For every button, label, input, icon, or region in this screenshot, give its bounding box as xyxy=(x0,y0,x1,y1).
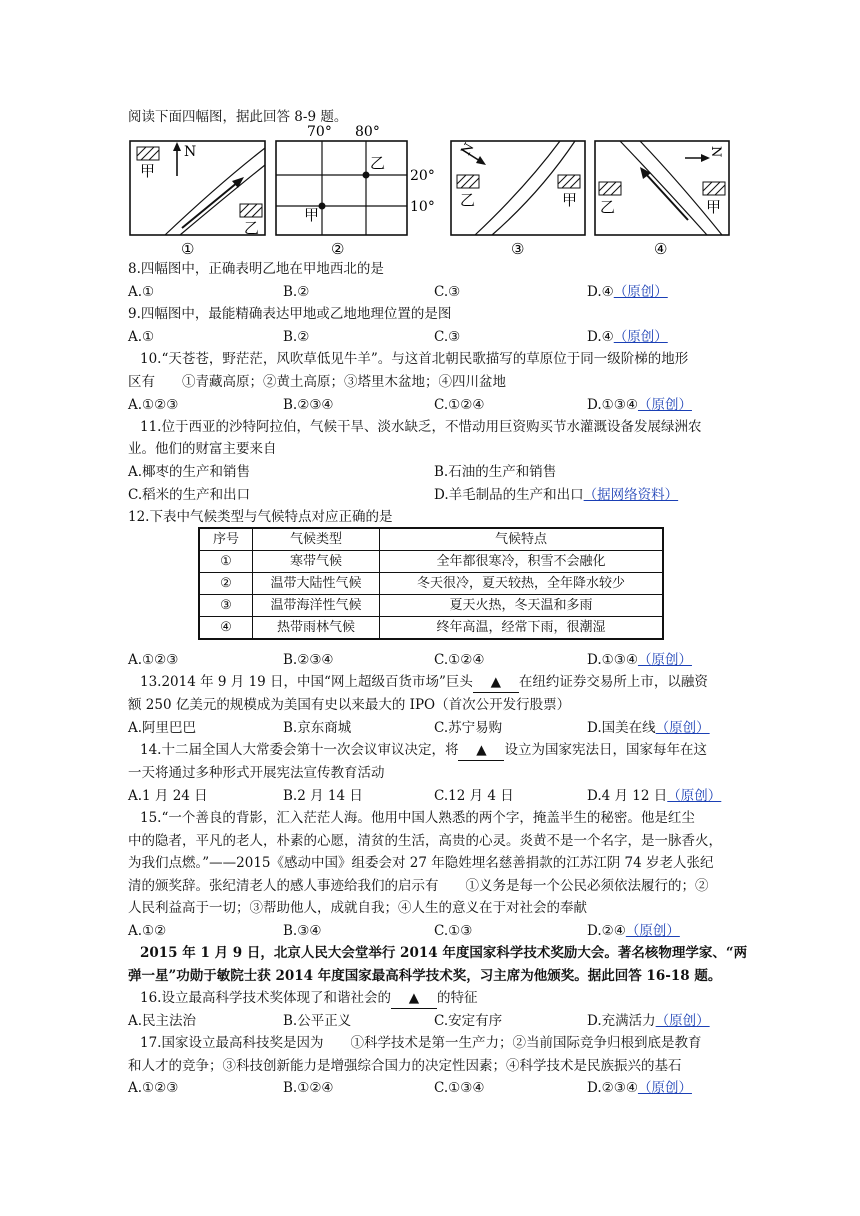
q10-option-c: C.①②④ xyxy=(434,397,485,413)
q13-option-b: B.京东商城 xyxy=(283,720,352,736)
table-row xyxy=(199,551,663,573)
q17-option-a: A.①②③ xyxy=(128,1080,179,1096)
table-row xyxy=(199,617,663,640)
map-1 xyxy=(130,141,265,258)
q12-option-a: A.①②③ xyxy=(128,652,179,668)
q12-source-tag: （原创） xyxy=(637,652,692,668)
q14-source-tag: （原创） xyxy=(667,788,722,804)
q13-option-c: C.苏宁易购 xyxy=(434,720,503,736)
q17-source-tag: （原创） xyxy=(637,1080,692,1096)
table-header-row xyxy=(199,528,663,551)
table-cell: ② xyxy=(199,573,253,595)
map1-place-a: 甲 xyxy=(140,162,156,180)
q8-option-a: A.① xyxy=(128,284,155,300)
q15-stem-line-1: 15.“一个善良的背影，汇入茫茫人海。他用中国人熟悉的两个字，掩盖半生的秘密。他是红尘 xyxy=(140,810,695,826)
q16-source-tag: （原创） xyxy=(655,1013,710,1029)
map-3 xyxy=(451,141,585,258)
table-cell: ④ xyxy=(199,617,253,640)
q9-option-a: A.① xyxy=(128,329,155,345)
q14-stem-line-2: 一天将通过多种形式开展宪法宣传教育活动 xyxy=(128,765,385,781)
q10-option-d: D.①③④（原创） xyxy=(587,397,692,413)
table-cell: 寒带气候 xyxy=(253,551,380,573)
table-header-cell: 序号 xyxy=(199,528,253,551)
q8-stem: 8.四幅图中，正确表明乙地在甲地西北的是 xyxy=(128,261,384,277)
q17-option-c: C.①③④ xyxy=(434,1080,485,1096)
map1-circle-label: ① xyxy=(181,240,195,258)
map4-place-b: 乙 xyxy=(600,198,616,216)
table-cell: 热带雨林气候 xyxy=(253,617,380,640)
map2-lat-10: 10° xyxy=(410,199,435,215)
q11-option-d: D.羊毛制品的生产和出口（据网络资料） xyxy=(434,487,679,503)
answer-blank: ▲ xyxy=(391,988,437,1009)
table-cell: 温带海洋性气候 xyxy=(253,595,380,617)
q9-option-d: D.④（原创） xyxy=(587,329,668,345)
map2-place-b: 乙 xyxy=(370,154,386,172)
q10-stem-line-1: 10.“天苍苍，野茫茫，风吹草低见牛羊”。与这首北朝民歌描写的草原位于同一级阶梯的地形 xyxy=(140,351,689,367)
map-2 xyxy=(276,124,435,258)
q9-stem: 9.四幅图中，最能精确表达甲地或乙地地理位置的是图 xyxy=(128,306,452,322)
q12-option-b: B.②③④ xyxy=(283,652,334,668)
q14-option-d: D.4 月 12 日（原创） xyxy=(587,788,722,804)
climate-table xyxy=(198,527,664,640)
q15-stem-line-3: 为我们点燃。”——2015《感动中国》组委会对 27 年隐姓埋名慈善捐款的江苏江阴 74 岁老人张纪 xyxy=(128,855,714,871)
map-4 xyxy=(595,141,729,258)
table-cell: 终年高温，经常下雨，很潮湿 xyxy=(380,617,664,640)
table-header-cell: 气候类型 xyxy=(253,528,380,551)
table-cell: ③ xyxy=(199,595,253,617)
map2-lon-70: 70° xyxy=(307,124,332,140)
q15-stem-line-5: 人民利益高于一切；③帮助他人，成就自我；④人生的意义在于对社会的奉献 xyxy=(128,900,587,916)
map1-place-b: 乙 xyxy=(244,219,260,237)
q13-stem-line-2: 额 250 亿美元的规模成为美国有史以来最大的 IPO（首次公开发行股票） xyxy=(128,697,571,713)
q16-option-d: D.充满活力（原创） xyxy=(587,1013,710,1029)
table-row xyxy=(199,573,663,595)
map4-north-label: N xyxy=(708,146,723,158)
map2-place-a: 甲 xyxy=(304,206,320,224)
map4-circle-label: ④ xyxy=(654,240,668,258)
map4-place-a: 甲 xyxy=(706,198,722,216)
q12-option-d: D.①③④（原创） xyxy=(587,652,692,668)
map3-circle-label: ③ xyxy=(511,240,525,258)
q15-stem-line-2: 中的隐者，平凡的老人，朴素的心愿，清贫的生活，高贵的心灵。炎黄不是一个名字，是一脉香火， xyxy=(128,833,722,849)
table-cell: 全年都很寒冷，积雪不会融化 xyxy=(380,551,664,573)
q15-option-d: D.②④（原创） xyxy=(587,923,680,939)
q9-source-tag: （原创） xyxy=(613,329,668,345)
q8-source-tag: （原创） xyxy=(613,284,668,300)
q17-option-d: D.②③④（原创） xyxy=(587,1080,692,1096)
q15-source-tag: （原创） xyxy=(625,923,680,939)
answer-blank: ▲ xyxy=(458,740,504,761)
q17-option-b: B.①②④ xyxy=(283,1080,334,1096)
q14-option-b: B.2 月 14 日 xyxy=(283,788,363,804)
q8-option-b: B.② xyxy=(283,284,310,300)
passage-line-1: 2015 年 1 月 9 日，北京人民大会堂举行 2014 年度国家科学技术奖励大会。著名核物理学家、“两 xyxy=(140,945,748,961)
q11-option-a: A.椰枣的生产和销售 xyxy=(128,464,251,480)
q8-option-d: D.④（原创） xyxy=(587,284,668,300)
q10-stem-line-2: 区有 ①青藏高原；②黄土高原；③塔里木盆地；④四川盆地 xyxy=(128,374,506,390)
q14-option-a: A.1 月 24 日 xyxy=(128,788,208,804)
q10-source-tag: （原创） xyxy=(637,397,692,413)
map2-lon-80: 80° xyxy=(355,124,380,140)
q11-option-c: C.稻米的生产和出口 xyxy=(128,487,251,503)
q16-option-a: A.民主法治 xyxy=(128,1013,197,1029)
q8-option-c: C.③ xyxy=(434,284,461,300)
q13-option-a: A.阿里巴巴 xyxy=(128,720,197,736)
map1-north-label: N xyxy=(184,144,197,160)
q15-option-b: B.③④ xyxy=(283,923,322,939)
q16-stem: 16.设立最高科学技术奖体现了和谐社会的 ▲ 的特征 xyxy=(140,988,477,1009)
q12-option-c: C.①②④ xyxy=(434,652,485,668)
q9-option-c: C.③ xyxy=(434,329,461,345)
answer-blank: ▲ xyxy=(473,672,519,693)
q17-stem-line-1: 17.国家设立最高科技奖是因为 ①科学技术是第一生产力；②当前国际竞争归根到底是教育 xyxy=(140,1035,702,1051)
table-header-cell: 气候特点 xyxy=(380,528,664,551)
q15-option-c: C.①③ xyxy=(434,923,473,939)
q16-option-b: B.公平正义 xyxy=(283,1013,352,1029)
q13-option-d: D.国美在线（原创） xyxy=(587,720,710,736)
q14-option-c: C.12 月 4 日 xyxy=(434,788,514,804)
table-cell: 温带大陆性气候 xyxy=(253,573,380,595)
map2-lat-20: 20° xyxy=(410,168,435,184)
table-cell: ① xyxy=(199,551,253,573)
q13-stem-line-1: 13.2014 年 9 月 19 日，中国“网上超级百货市场”巨头 ▲ 在纽约证券交易所上市，以融资 xyxy=(140,672,708,693)
q12-stem: 12.下表中气候类型与气候特点对应正确的是 xyxy=(128,509,393,525)
q11-stem-line-1: 11.位于西亚的沙特阿拉伯，气候干旱、淡水缺乏，不惜动用巨资购买节水灌溉设备发展绿洲农 xyxy=(140,419,702,435)
map3-place-b: 乙 xyxy=(460,191,476,209)
table-row xyxy=(199,595,663,617)
map3-north-label: N xyxy=(458,140,478,158)
passage-line-2: 弹一星”功勋于敏院士获 2014 年度国家最高科学技术奖，习主席为他颁奖。据此回答 16-18 题。 xyxy=(128,968,722,984)
q11-stem-line-2: 业。他们的财富主要来自 xyxy=(128,441,277,457)
table-cell: 夏天火热，冬天温和多雨 xyxy=(380,595,664,617)
q17-stem-line-2: 和人才的竞争；③科技创新能力是增强综合国力的决定性因素；④科学技术是民族振兴的基石 xyxy=(128,1058,682,1074)
map2-circle-label: ② xyxy=(331,240,345,258)
q16-option-c: C.安定有序 xyxy=(434,1013,503,1029)
intro-text: 阅读下面四幅图，据此回答 8-9 题。 xyxy=(128,109,348,125)
map3-place-a: 甲 xyxy=(562,191,578,209)
q10-option-a: A.①②③ xyxy=(128,397,179,413)
q13-source-tag: （原创） xyxy=(655,720,710,736)
q11-option-b: B.石油的生产和销售 xyxy=(434,464,557,480)
q14-stem-line-1: 14.十二届全国人大常委会第十一次会议审议决定，将 ▲ 设立为国家宪法日，国家每年在这 xyxy=(140,740,707,761)
q11-source-tag: （据网络资料） xyxy=(583,487,679,503)
table-cell: 冬天很冷，夏天较热，全年降水较少 xyxy=(380,573,664,595)
q10-option-b: B.②③④ xyxy=(283,397,334,413)
q15-option-a: A.①② xyxy=(128,923,167,939)
q15-stem-line-4: 清的颁奖辞。张纪清老人的感人事迹给我们的启示有 ①义务是每一个公民必须依法履行的；② xyxy=(128,878,709,894)
q9-option-b: B.② xyxy=(283,329,310,345)
